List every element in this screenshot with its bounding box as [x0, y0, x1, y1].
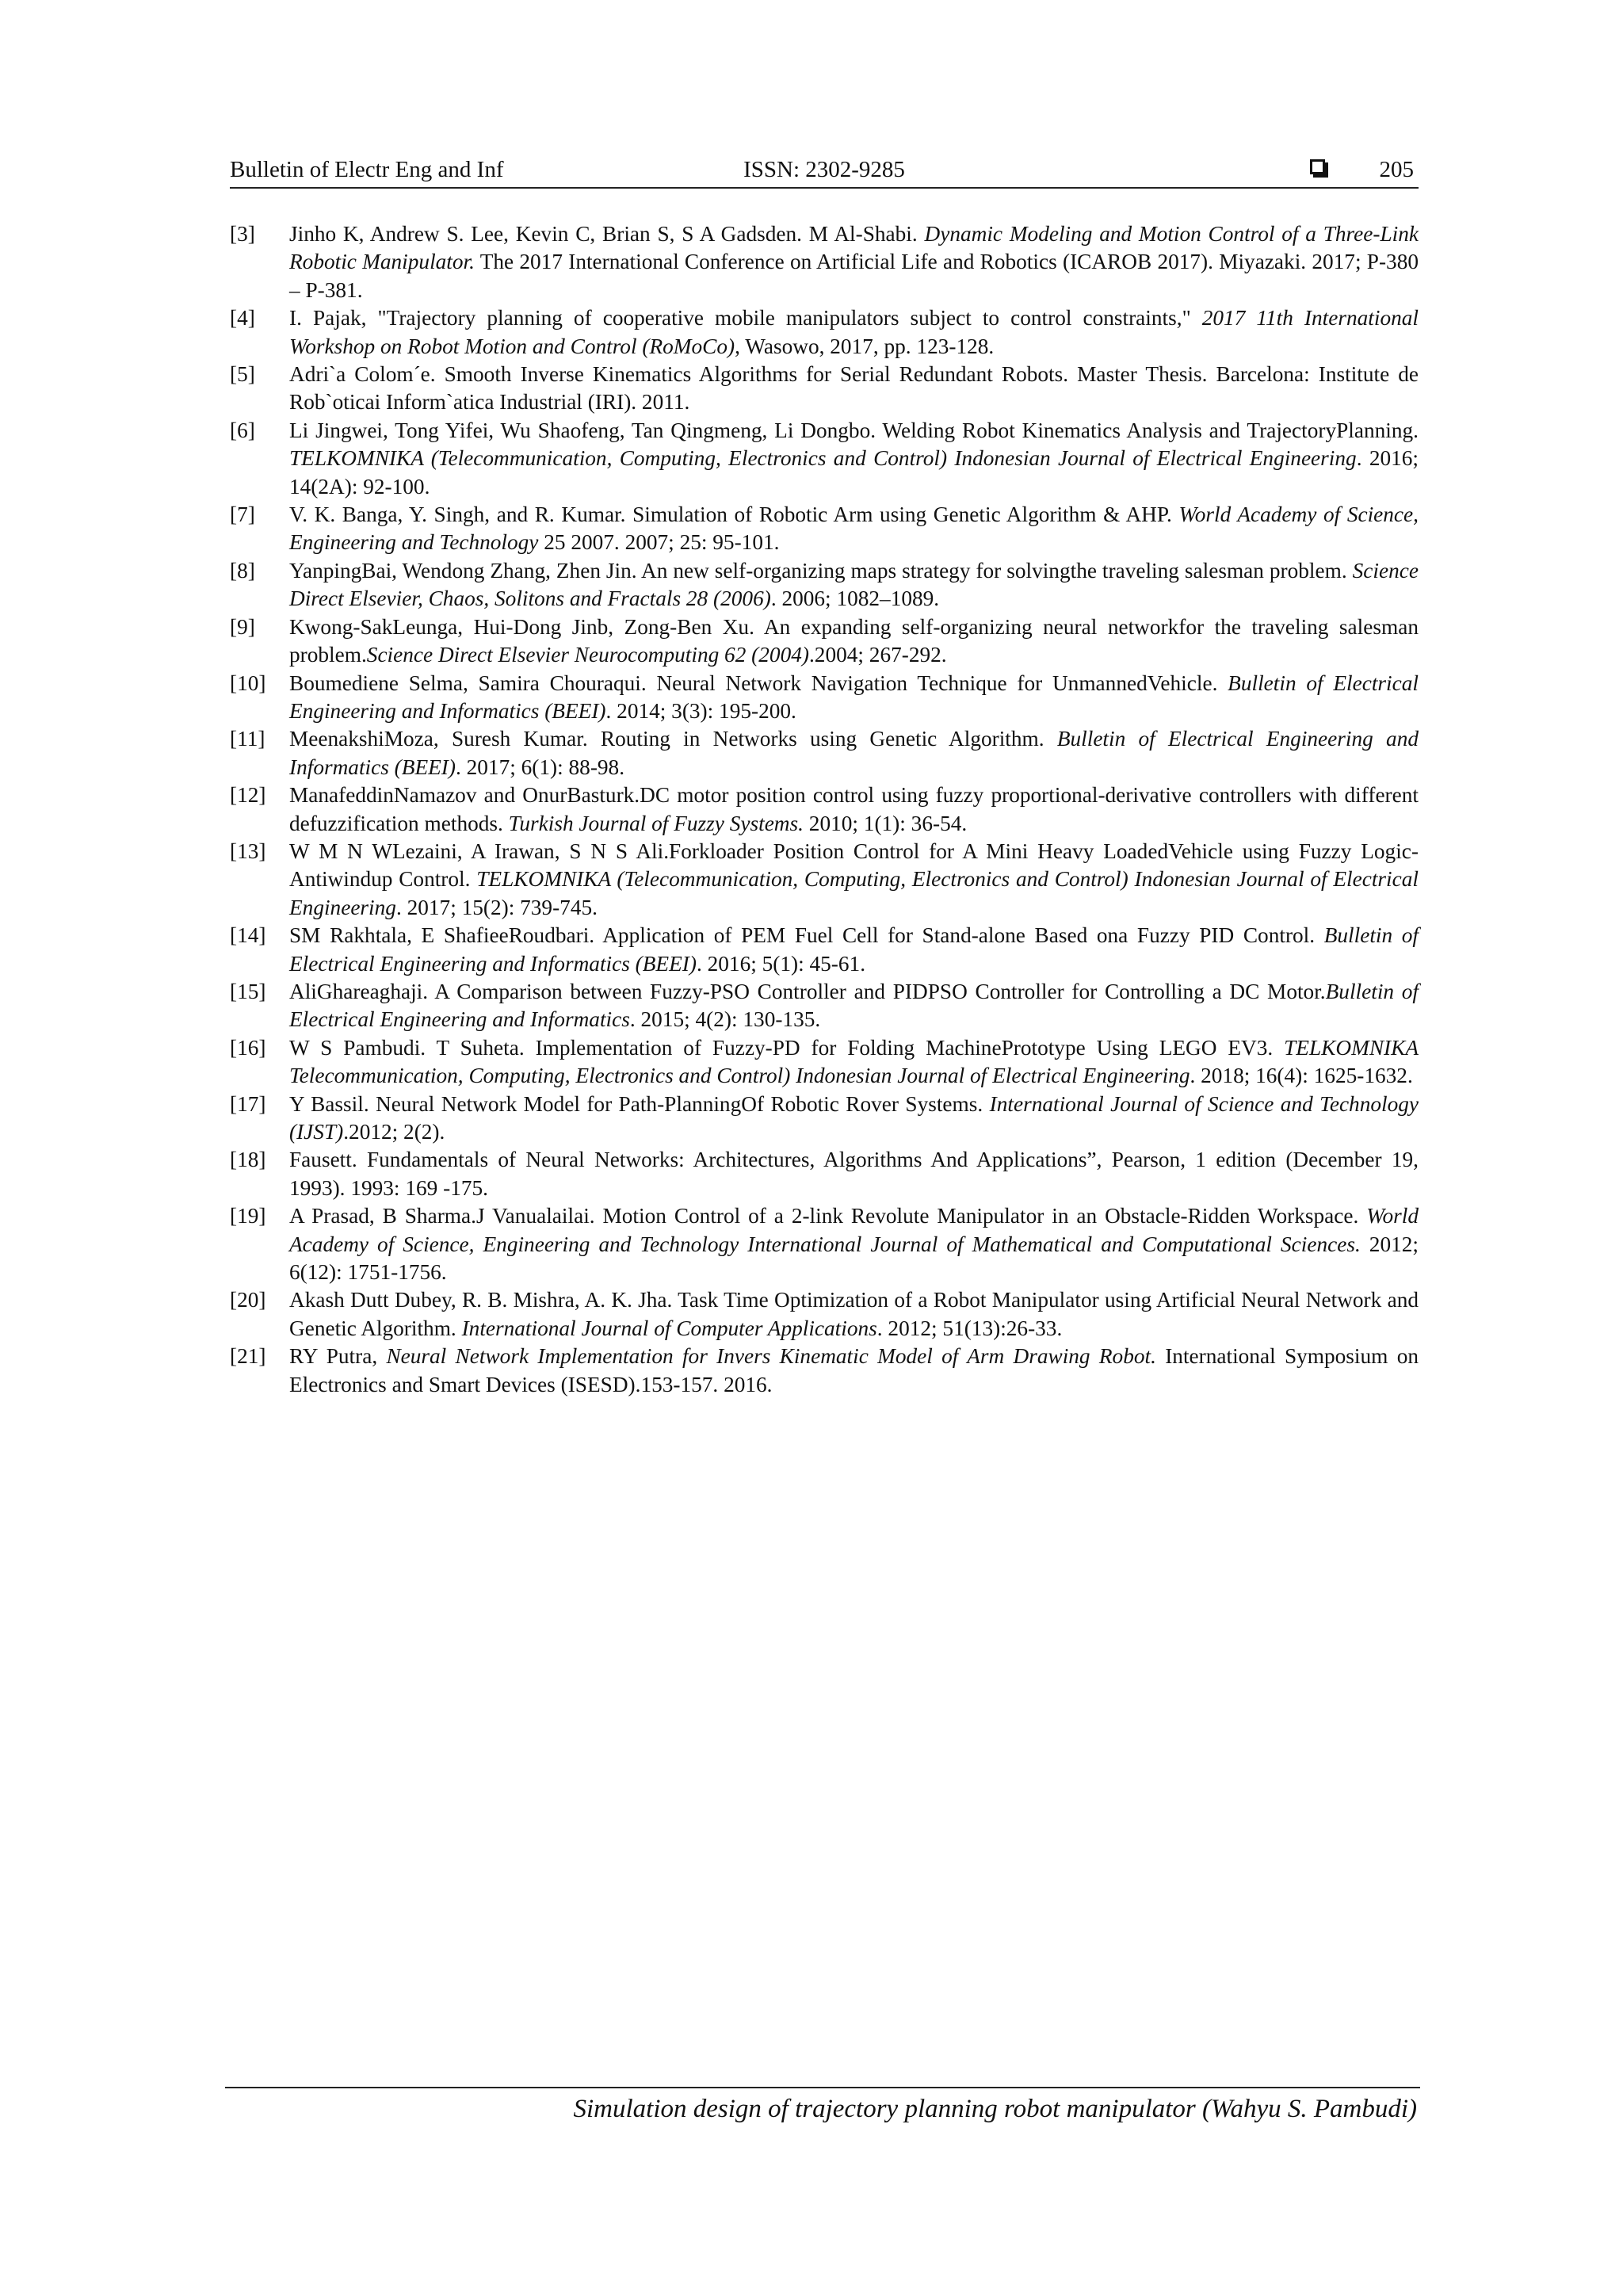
reference-item — [230, 417, 1419, 501]
reference-item — [230, 557, 1419, 613]
reference-item — [230, 1343, 1419, 1399]
reference-item — [230, 922, 1419, 978]
reference-text — [289, 1146, 1419, 1202]
reference-segment: Li Jingwei, Tong Yifei, Wu Shaofeng, Tan Qingmeng, Li Dongbo. Welding Robot Kinematics Analysis and TrajectoryPlanning. — [289, 418, 1419, 442]
reference-text — [289, 670, 1419, 726]
reference-number: [4] — [230, 306, 255, 330]
reference-text — [289, 838, 1419, 922]
reference-text — [289, 922, 1419, 978]
reference-source: Science Direct Elsevier, Chaos, Solitons and Fractals 28 (2006) — [289, 558, 1419, 611]
reference-segment: 2012; 6(12): 1751-1756. — [289, 1232, 1419, 1285]
reference-segment: , Wasowo, 2017, pp. 123-128. — [735, 334, 995, 358]
reference-number: [8] — [230, 558, 255, 583]
reference-source: Neural Network Implementation for Invers Kinematic Model of Arm Drawing Robot. — [386, 1344, 1156, 1369]
reference-segment: 25 2007. 2007; 25: 95-101. — [538, 530, 780, 555]
reference-source: Bulletin of Electrical Engineering and Informatics (BEEI) — [289, 923, 1419, 976]
page-number: 205 — [1379, 157, 1414, 182]
reference-segment: . 2014; 3(3): 195-200. — [605, 698, 796, 723]
reference-text — [289, 781, 1419, 838]
reference-number: [21] — [230, 1344, 266, 1369]
reference-item — [230, 361, 1419, 417]
reference-segment: I. Pajak, "Trajectory planning of cooperative mobile manipulators subject to control constraints," — [289, 306, 1202, 330]
reference-text — [289, 557, 1419, 613]
reference-segment: YanpingBai, Wendong Zhang, Zhen Jin. An new self-organizing maps strategy for solvingthe traveling salesman problem. — [289, 558, 1353, 583]
reference-segment: Kwong-SakLeunga, Hui-Dong Jinb, Zong-Ben Xu. An expanding self-organizing neural networkfor the traveling salesman problem. — [289, 614, 1419, 667]
reference-segment: . 2015; 4(2): 130-135. — [629, 1007, 821, 1032]
reference-segment: W M N WLezaini, A Irawan, S N S Ali.Forkloader Position Control for A Mini Heavy LoadedVehicle using Fuzzy Logic-Antiwindup Control. — [289, 839, 1419, 892]
reference-text — [289, 361, 1419, 417]
reference-segment: .2004; 267-292. — [808, 643, 947, 667]
reference-number: [15] — [230, 979, 266, 1003]
reference-text — [289, 1343, 1419, 1399]
reference-item — [230, 1286, 1419, 1343]
reference-segment: Fausett. Fundamentals of Neural Networks: Architectures, Algorithms And Applications”, Pearson, 1 edition (December 19, 1993). 1993: 169 -175. — [289, 1148, 1419, 1200]
reference-source: TELKOMNIKA Telecommunication, Computing, Electronics and Control) Indonesian Journal of Electrical Engineering — [289, 1035, 1419, 1088]
running-footer — [225, 2087, 1420, 2123]
reference-item — [230, 1146, 1419, 1202]
reference-segment: . 2016; 5(1): 45-61. — [696, 951, 866, 976]
footer-title: Simulation design of trajectory planning robot manipulator (Wahyu S. Pambudi) — [573, 2095, 1417, 2123]
reference-item — [230, 1091, 1419, 1147]
reference-item — [230, 781, 1419, 838]
journal-name: Bulletin of Electr Eng and Inf — [230, 157, 504, 182]
reference-segment: ManafeddinNamazov and OnurBasturk.DC motor position control using fuzzy proportional-derivative controllers with different defuzzification methods. — [289, 783, 1419, 835]
reference-item — [230, 1202, 1419, 1286]
reference-text — [289, 417, 1419, 501]
reference-number: [7] — [230, 502, 255, 527]
reference-segment: V. K. Banga, Y. Singh, and R. Kumar. Simulation of Robotic Arm using Genetic Algorithm & AHP. — [289, 502, 1179, 527]
reference-source: TELKOMNIKA (Telecommunication, Computing, Electronics and Control) Indonesian Journal of Electrical Engineering — [289, 867, 1419, 919]
reference-source: 2017 11th International Workshop on Robot Motion and Control (RoMoCo) — [289, 306, 1419, 358]
reference-text — [289, 1202, 1419, 1286]
reference-segment: RY Putra, — [289, 1344, 387, 1369]
reference-number: [18] — [230, 1148, 266, 1172]
reference-segment: . 2006; 1082–1089. — [770, 586, 940, 611]
reference-number: [5] — [230, 362, 255, 387]
reference-segment: Y Bassil. Neural Network Model for Path-PlanningOf Robotic Rover Systems. — [289, 1091, 990, 1116]
running-header — [230, 152, 1419, 189]
reference-text — [289, 1091, 1419, 1147]
reference-text — [289, 978, 1419, 1034]
reference-segment: Akash Dutt Dubey, R. B. Mishra, A. K. Jha. Task Time Optimization of a Robot Manipulator using Artificial Neural Network and Genetic Algorithm. — [289, 1288, 1419, 1340]
reference-number: [10] — [230, 670, 266, 695]
reference-segment: Boumediene Selma, Samira Chouraqui. Neural Network Navigation Technique for UnmannedVehicle. — [289, 670, 1228, 695]
reference-number: [19] — [230, 1204, 266, 1228]
reference-item — [230, 613, 1419, 670]
reference-text — [289, 220, 1419, 304]
reference-text — [289, 304, 1419, 361]
reference-source: Turkish Journal of Fuzzy Systems. — [508, 811, 804, 835]
reference-list — [230, 220, 1419, 1399]
reference-segment: MeenakshiMoza, Suresh Kumar. Routing in Networks using Genetic Algorithm. — [289, 727, 1057, 751]
reference-item — [230, 501, 1419, 557]
reference-source: Bulletin of Electrical Engineering and Informatics (BEEI) — [289, 670, 1419, 723]
reference-segment: SM Rakhtala, E ShafieeRoudbari. Application of PEM Fuel Cell for Stand-alone Based ona Fuzzy PID Control. — [289, 923, 1324, 948]
reference-source: International Journal of Science and Technology (IJST) — [289, 1091, 1419, 1144]
reference-number: [14] — [230, 923, 266, 948]
reference-segment: . 2017; 15(2): 739-745. — [395, 895, 598, 919]
reference-number: [20] — [230, 1288, 266, 1312]
reference-segment: AliGhareaghaji. A Comparison between Fuzzy-PSO Controller and PIDPSO Controller for Controlling a DC Motor. — [289, 979, 1326, 1003]
reference-source: International Journal of Computer Applications — [461, 1316, 877, 1340]
reference-source: TELKOMNIKA (Telecommunication, Computing, Electronics and Control) Indonesian Journal of Electrical Engineering — [289, 446, 1357, 471]
reference-segment: . 2017; 6(1): 88-98. — [455, 755, 625, 779]
reference-item — [230, 670, 1419, 726]
reference-item — [230, 220, 1419, 304]
reference-segment: . 2016; 14(2A): 92-100. — [289, 446, 1419, 499]
reference-number: [11] — [230, 727, 265, 751]
reference-item — [230, 304, 1419, 361]
reference-source: Bulletin of Electrical Engineering and Informatics — [289, 979, 1419, 1032]
reference-number: [9] — [230, 614, 255, 639]
reference-segment: .2012; 2(2). — [343, 1120, 445, 1144]
reference-source: Science Direct Elsevier Neurocomputing 62 (2004) — [366, 643, 809, 667]
reference-source: World Academy of Science, Engineering and Technology International Journal of Mathematical and Computational Sciences. — [289, 1204, 1419, 1256]
reference-source: World Academy of Science, Engineering and Technology — [289, 502, 1419, 555]
reference-segment: 2010; 1(1): 36-54. — [803, 811, 968, 835]
reference-number: [12] — [230, 783, 266, 808]
reference-text — [289, 613, 1419, 670]
reference-item — [230, 1034, 1419, 1091]
reference-number: [3] — [230, 222, 255, 246]
reference-text — [289, 725, 1419, 781]
reference-text — [289, 1034, 1419, 1091]
reference-segment: . 2018; 16(4): 1625-1632. — [1190, 1064, 1413, 1088]
issn: ISSN: 2302-9285 — [743, 157, 905, 182]
reference-segment: W S Pambudi. T Suheta. Implementation of Fuzzy-PD for Folding MachinePrototype Using LEGO EV3. — [289, 1035, 1285, 1060]
page-box-icon — [1310, 159, 1325, 174]
reference-number: [6] — [230, 418, 255, 442]
reference-source: Dynamic Modeling and Motion Control of a Three-Link Robotic Manipulator. — [289, 222, 1419, 274]
reference-text — [289, 501, 1419, 557]
reference-item — [230, 838, 1419, 922]
reference-number: [16] — [230, 1035, 266, 1060]
reference-segment: A Prasad, B Sharma.J Vanualailai. Motion Control of a 2-link Revolute Manipulator in an Obstacle-Ridden Workspace. — [289, 1204, 1367, 1228]
reference-segment: Jinho K, Andrew S. Lee, Kevin C, Brian S, S A Gadsden. M Al-Shabi. — [289, 222, 925, 246]
reference-segment: International Symposium on Electronics and Smart Devices (ISESD).153-157. 2016. — [289, 1344, 1419, 1396]
reference-item — [230, 725, 1419, 781]
reference-number: [13] — [230, 839, 266, 863]
reference-item — [230, 978, 1419, 1034]
reference-text — [289, 1286, 1419, 1343]
reference-segment: The 2017 International Conference on Artificial Life and Robotics (ICAROB 2017). Miyazaki. 2017; P-380 – P-381. — [289, 250, 1419, 302]
reference-segment: Adri`a Colom´e. Smooth Inverse Kinematics Algorithms for Serial Redundant Robots. Master Thesis. Barcelona: Institute de Rob`oticai Inform`atica Industrial (IRI). 2011. — [289, 362, 1419, 415]
reference-segment: . 2012; 51(13):26-33. — [876, 1316, 1063, 1340]
reference-number: [17] — [230, 1091, 266, 1116]
reference-source: Bulletin of Electrical Engineering and Informatics (BEEI) — [289, 727, 1419, 779]
